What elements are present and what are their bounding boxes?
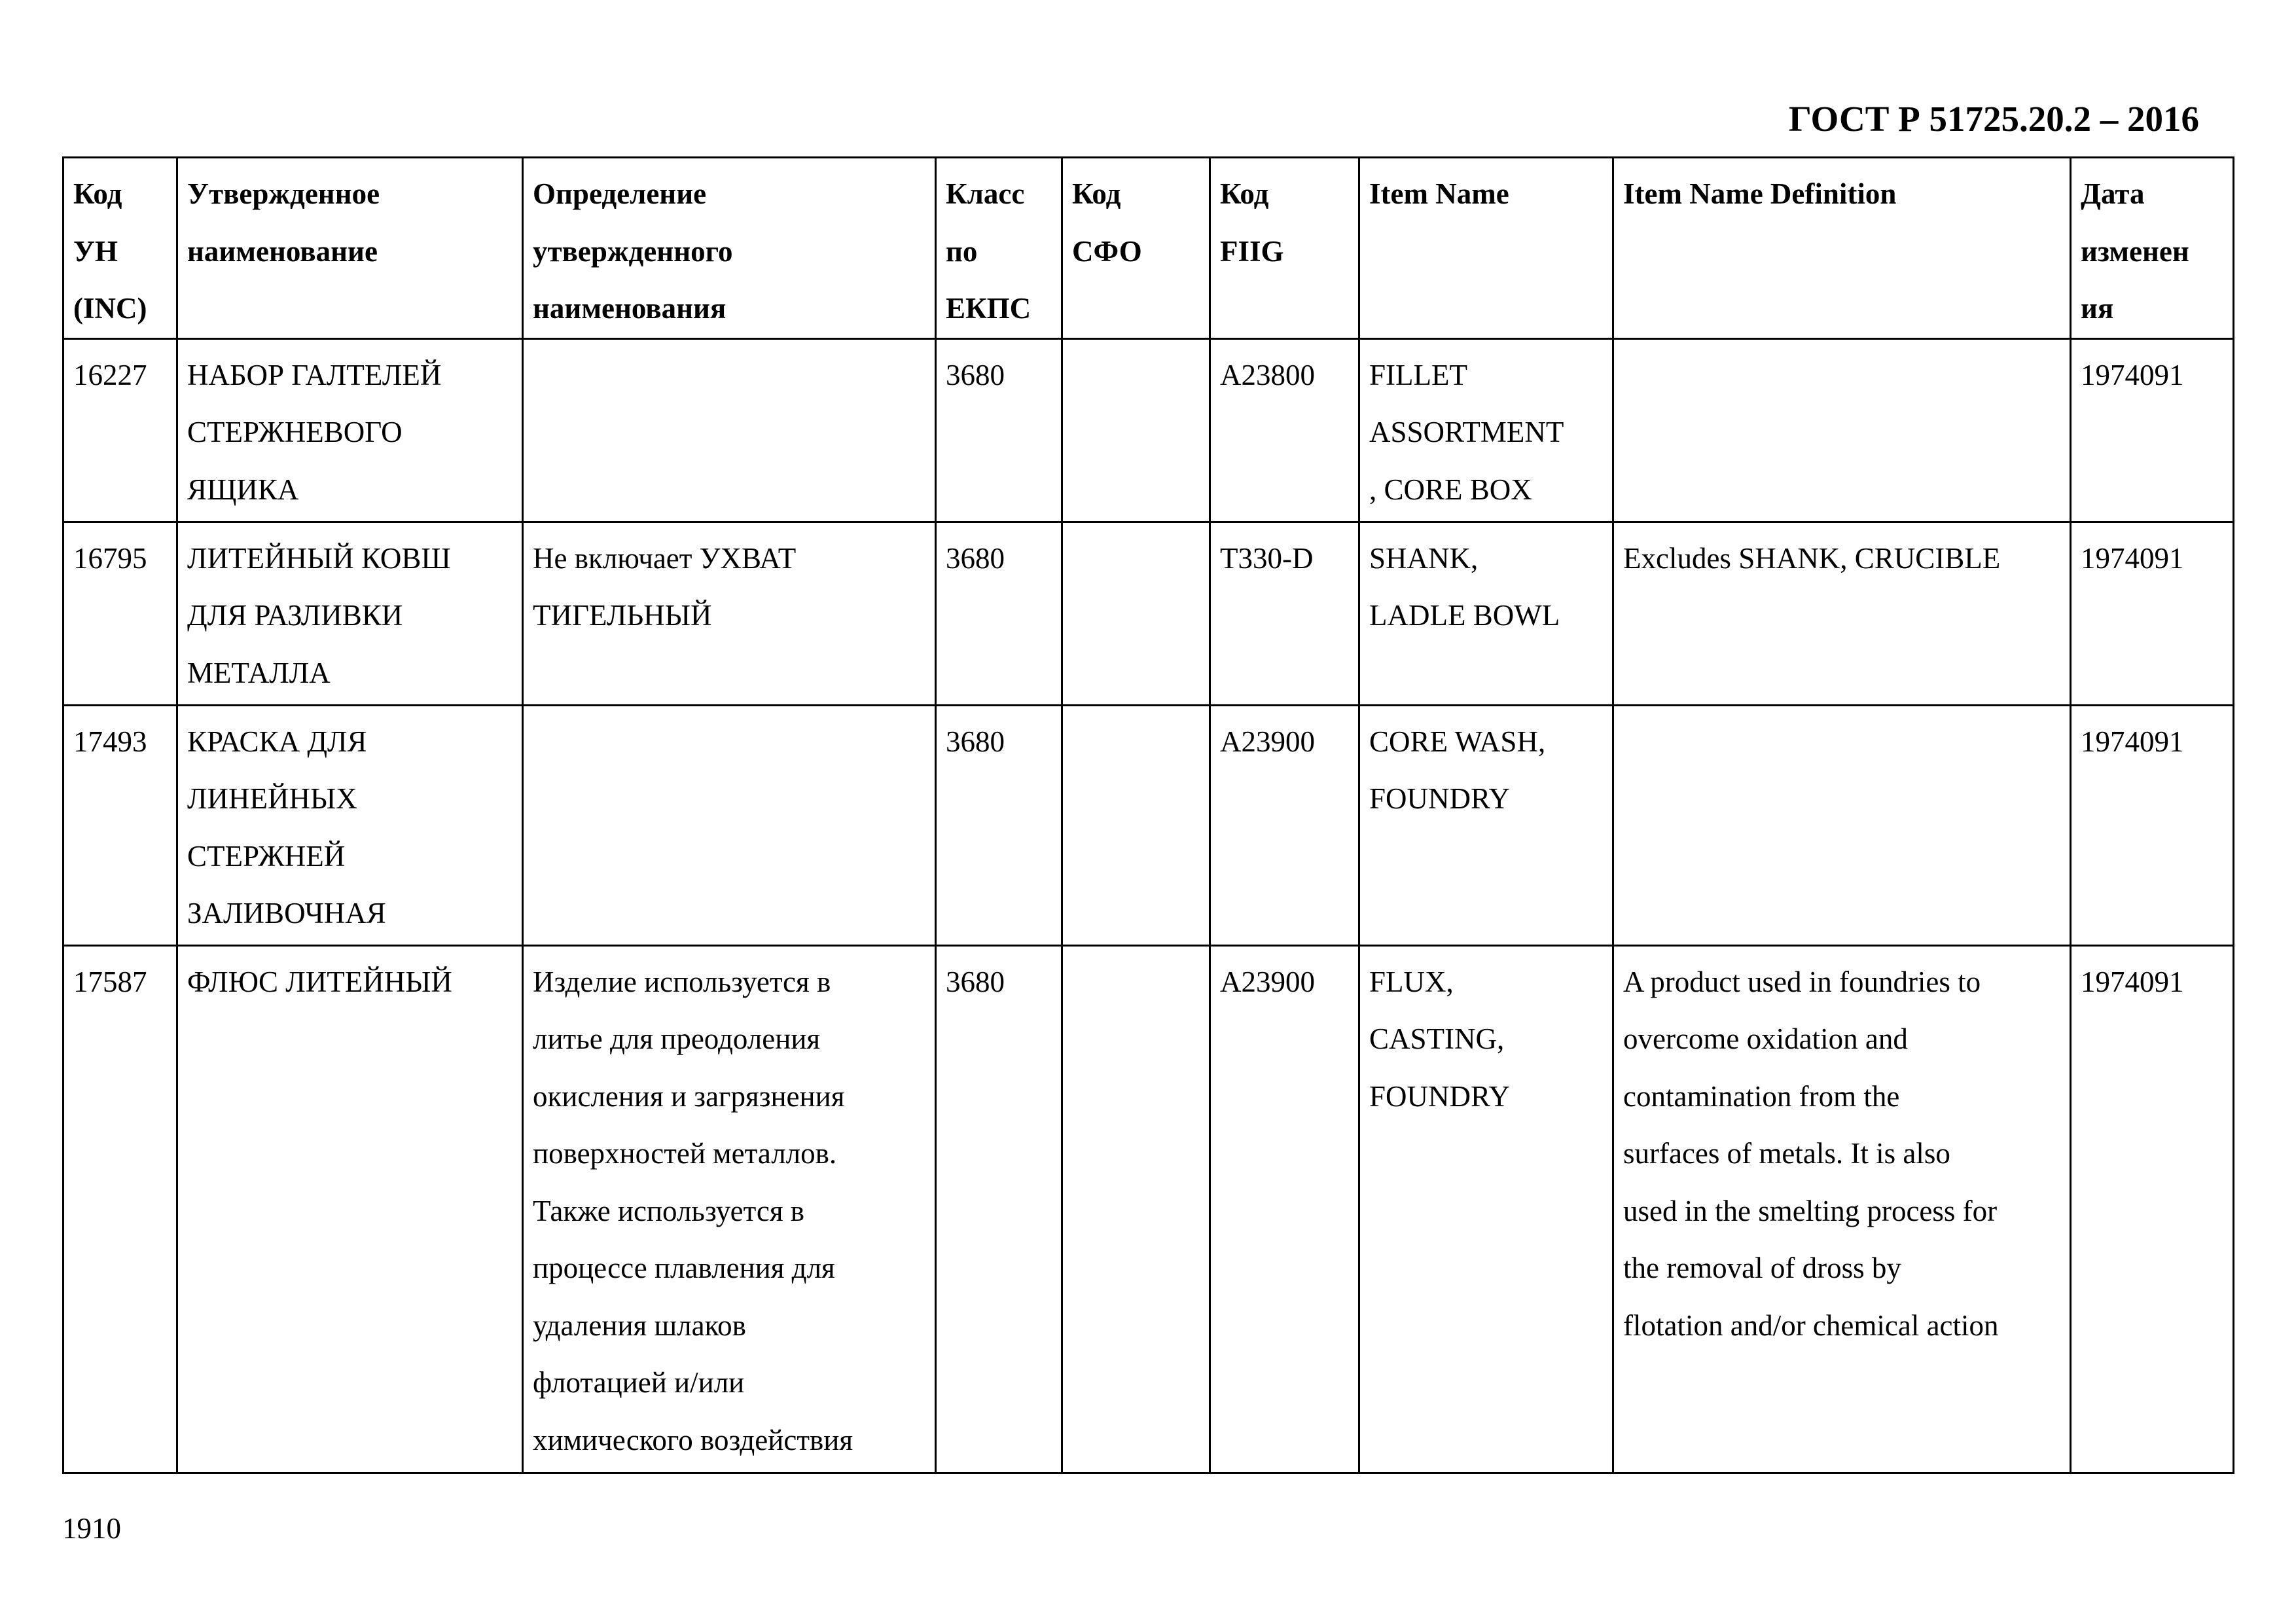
table-row [63, 338, 2234, 522]
cell-fiig: A23800 [1210, 338, 1359, 522]
cell-date: 1974091 [2071, 945, 2234, 1473]
cell-date: 1974091 [2071, 705, 2234, 945]
cell-item-name: FLUX, CASTING, FOUNDRY [1359, 945, 1613, 1473]
cell-item-name: SHANK, LADLE BOWL [1359, 522, 1613, 705]
cell-sfo [1062, 945, 1210, 1473]
cell-item-definition [1613, 705, 2071, 945]
page-number: 1910 [62, 1512, 121, 1545]
col-header-class: Класс по ЕКПС [936, 158, 1062, 339]
cell-date: 1974091 [2071, 522, 2234, 705]
inc-table [62, 156, 2234, 1474]
cell-fiig: A23900 [1210, 705, 1359, 945]
cell-item-definition: A product used in foundries to overcome oxidation and contamination from the surfaces of metals. It is also used in the smelting process for the removal of dross by flotation and/or chemical action [1613, 945, 2071, 1473]
cell-sfo [1062, 522, 1210, 705]
table-header-row [63, 158, 2234, 339]
table-row [63, 945, 2234, 1473]
cell-definition: Не включает УХВАТ ТИГЕЛЬНЫЙ [523, 522, 936, 705]
cell-class: 3680 [936, 522, 1062, 705]
cell-sfo [1062, 338, 1210, 522]
cell-approved-name: НАБОР ГАЛТЕЛЕЙ СТЕРЖНЕВОГО ЯЩИКА [177, 338, 523, 522]
cell-class: 3680 [936, 705, 1062, 945]
col-header-sfo: Код СФО [1062, 158, 1210, 339]
cell-approved-name: ЛИТЕЙНЫЙ КОВШ ДЛЯ РАЗЛИВКИ МЕТАЛЛА [177, 522, 523, 705]
col-header-fiig: Код FIIG [1210, 158, 1359, 339]
cell-definition: Изделие используется в литье для преодоления окисления и загрязнения поверхностей металлов. Также используется в процессе плавления для удаления шлаков флотацией и/или химического воздействия [523, 945, 936, 1473]
col-header-date: Дата изменен ия [2071, 158, 2234, 339]
table-row [63, 522, 2234, 705]
col-header-approved-name: Утвержденное наименование [177, 158, 523, 339]
cell-approved-name: КРАСКА ДЛЯ ЛИНЕЙНЫХ СТЕРЖНЕЙ ЗАЛИВОЧНАЯ [177, 705, 523, 945]
col-header-definition: Определение утвержденного наименования [523, 158, 936, 339]
cell-definition [523, 705, 936, 945]
cell-item-definition: Excludes SHANK, CRUCIBLE [1613, 522, 2071, 705]
col-header-inc: Код УН (INC) [63, 158, 177, 339]
cell-inc: 16795 [63, 522, 177, 705]
cell-inc: 16227 [63, 338, 177, 522]
cell-fiig: A23900 [1210, 945, 1359, 1473]
cell-approved-name: ФЛЮС ЛИТЕЙНЫЙ [177, 945, 523, 1473]
cell-definition [523, 338, 936, 522]
cell-item-name: FILLET ASSORTMENT , CORE BOX [1359, 338, 1613, 522]
cell-date: 1974091 [2071, 338, 2234, 522]
table-row [63, 705, 2234, 945]
cell-sfo [1062, 705, 1210, 945]
standard-designation: ГОСТ Р 51725.20.2 – 2016 [1788, 99, 2199, 139]
cell-item-name: CORE WASH, FOUNDRY [1359, 705, 1613, 945]
cell-fiig: T330-D [1210, 522, 1359, 705]
cell-inc: 17493 [63, 705, 177, 945]
cell-item-definition [1613, 338, 2071, 522]
col-header-item-definition: Item Name Definition [1613, 158, 2071, 339]
col-header-item-name: Item Name [1359, 158, 1613, 339]
cell-class: 3680 [936, 338, 1062, 522]
cell-class: 3680 [936, 945, 1062, 1473]
cell-inc: 17587 [63, 945, 177, 1473]
